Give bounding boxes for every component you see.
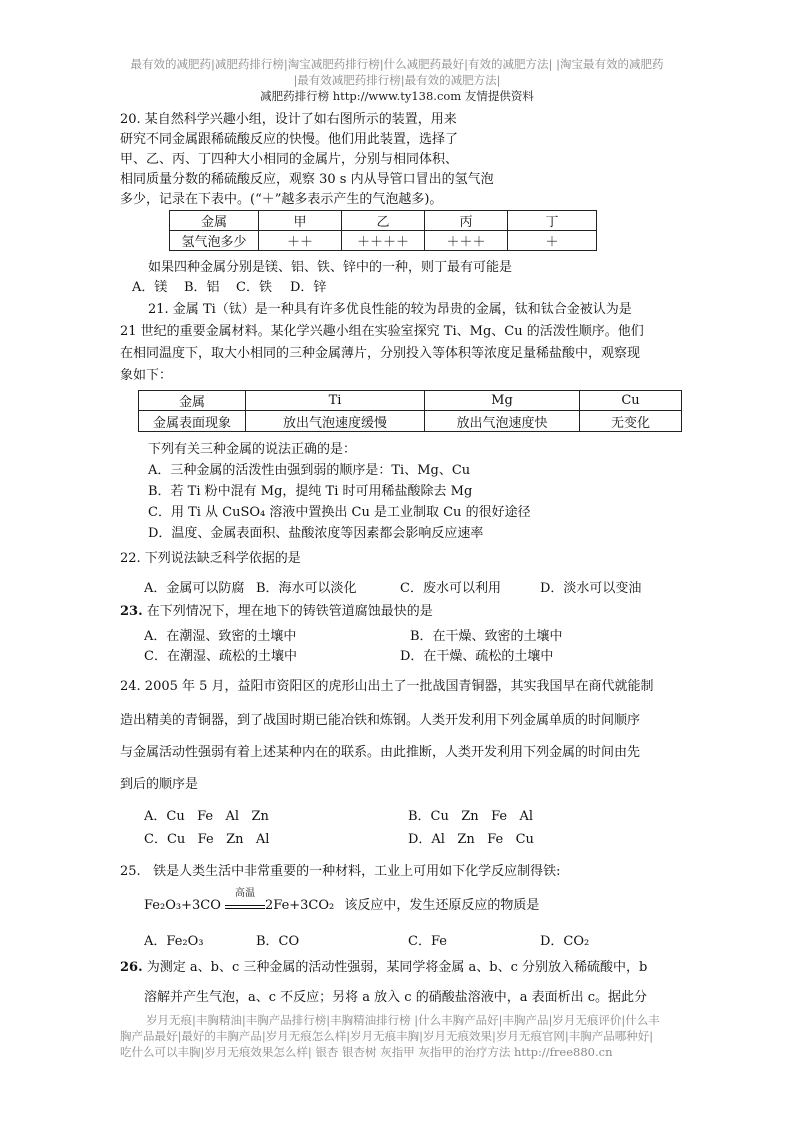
q20-line-2: 研究不同金属跟稀硫酸反应的快慢。他们用此装置，选择了 — [120, 132, 459, 147]
q23-number: 23. — [120, 604, 143, 619]
table-cell: ＋＋ — [259, 231, 342, 251]
footer-ad-line-1: 岁月无痕|丰胸精油|丰胸产品排行榜|丰胸精油排行榜 |什么丰胸产品好|丰胸产品|岁月无痕评价|什么丰 — [146, 1013, 660, 1027]
q24-option-c: C．Cu Fe Zn Al — [144, 832, 270, 847]
q24-line-3: 与金属活动性强弱有着上述某种内在的联系。由此推断，人类开发利用下列金属的时间由先 — [120, 745, 641, 760]
q21-option-d: D．温度、金属表面积、盐酸浓度等因素都会影响反应速率 — [148, 526, 484, 541]
q21-line-3: 在相同温度下，取大小相同的三种金属薄片，分别投入等体积等浓度足量稀盐酸中，观察现 — [120, 346, 641, 361]
q24-line-2: 造出精美的青铜器，到了战国时期已能冶铁和炼钢。人类开发利用下列金属单质的时间顺序 — [120, 713, 641, 728]
header-ad-line-2: |最有效减肥药排行榜|最有效的减肥方法| — [293, 73, 501, 87]
table-cell: 放出气泡速度快 — [425, 411, 580, 432]
reaction-condition-arrow — [225, 888, 265, 909]
table-header-cell: 乙 — [342, 211, 425, 231]
table-cell: 放出气泡速度缓慢 — [246, 411, 425, 432]
table-header-cell: Ti — [246, 391, 425, 411]
equation-products: 2Fe+3CO₂ — [265, 898, 335, 913]
q22-option-d: D．淡水可以变油 — [540, 581, 642, 596]
q25-option-b: B．CO — [256, 934, 300, 949]
q25-equation — [144, 888, 540, 913]
table-row — [170, 211, 597, 231]
table-header-cell: 丙 — [425, 211, 508, 231]
table-header-cell: Mg — [425, 391, 580, 411]
q22-option-c: C．废水可以利用 — [400, 581, 501, 596]
table-cell: 氢气泡多少 — [170, 231, 259, 251]
q25-option-a: A．Fe₂O₃ — [144, 934, 204, 949]
table-row — [139, 411, 682, 432]
q26-line-1: 为测定 a、b、c 三种金属的活动性强弱，某同学将金属 a、b、c 分别放入稀硫酸中，b — [142, 960, 648, 975]
q20-option-b: B．铝 — [184, 280, 220, 295]
q21-option-a: A．三种金属的活泼性由强到弱的顺序是：Ti、Mg、Cu — [148, 463, 471, 478]
table-cell: ＋＋＋＋ — [342, 231, 425, 251]
header-ad-line-1: 最有效的减肥药|减肥药排行榜|淘宝减肥药排行榜|什么减肥药最好|有效的减肥方法| |淘宝最有效的减肥药 — [130, 57, 664, 71]
q23-option-a: A．在潮湿、致密的土壤中 — [144, 629, 297, 644]
table-cell: 无变化 — [580, 411, 682, 432]
q24-option-b: B．Cu Zn Fe Al — [408, 809, 534, 824]
q20-option-a: A．镁 — [132, 280, 168, 295]
q21-line-2: 21 世纪的重要金属材料。某化学兴趣小组在实验室探究 Ti、Mg、Cu 的活泼性顺序。他们 — [120, 324, 644, 339]
q24-line-4: 到后的顺序是 — [120, 777, 199, 792]
q22-option-b: B．海水可以淡化 — [256, 581, 357, 596]
footer-ad-line-3: 吃什么可以丰胸|岁月无痕效果怎么样| 银杏 银杏树 灰指甲 灰指甲的治疗方法 http://free880.cn — [120, 1045, 613, 1059]
q23-option-b: B．在干燥、致密的土壤中 — [410, 629, 563, 644]
q25-question: 该反应中，发生还原反应的物质是 — [344, 898, 540, 913]
q22-stem: 22. 下列说法缺乏科学依据的是 — [120, 551, 301, 566]
q21-line-1: 21. 金属 Ti（钛）是一种具有许多优良性能的较为昂贵的金属，钛和钛合金被认为是 — [148, 302, 632, 317]
q20-question: 如果四种金属分别是镁、铝、铁、锌中的一种，则丁最有可能是 — [148, 260, 513, 275]
q24-option-d: D．Al Zn Fe Cu — [408, 832, 534, 847]
q25-option-c: C．Fe — [408, 934, 447, 949]
q24-option-a: A．Cu Fe Al Zn — [144, 809, 269, 824]
q25-option-d: D．CO₂ — [540, 934, 590, 949]
table-header-cell: 金属 — [139, 391, 246, 411]
table-row — [170, 231, 597, 251]
q21-line-4: 象如下： — [120, 368, 173, 383]
q24-line-1: 24. 2005 年 5 月，益阳市资阳区的虎形山出土了一批战国青铜器，其实我国早在商代就能制 — [120, 679, 654, 694]
equation-reactants: Fe₂O₃+3CO — [144, 898, 221, 913]
reaction-condition-label: 高温 — [235, 888, 255, 899]
q20-line-3: 甲、乙、丙、丁四种大小相同的金属片，分别与相同体积、 — [120, 152, 459, 167]
q26-number: 26. — [120, 960, 143, 975]
table-header-cell: Cu — [580, 391, 682, 411]
table-header-cell: 金属 — [170, 211, 259, 231]
table-header-cell: 丁 — [508, 211, 597, 231]
table-cell: ＋＋＋ — [425, 231, 508, 251]
table-cell: ＋ — [508, 231, 597, 251]
q21-table — [138, 390, 682, 432]
q21-option-c: C．用 Ti 从 CuSO₄ 溶液中置换出 Cu 是工业制取 Cu 的很好途径 — [148, 505, 531, 520]
table-row — [139, 391, 682, 411]
footer-ad-line-2: 胸产品最好|最好的丰胸产品|岁月无痕怎么样|岁月无痕丰胸|岁月无痕效果|岁月无痕官网|丰胸产品哪种好| — [120, 1029, 654, 1043]
q22-option-a: A．金属可以防腐 — [144, 581, 245, 596]
q21-option-b: B．若 Ti 粉中混有 Mg，提纯 Ti 时可用稀盐酸除去 Mg — [148, 484, 473, 499]
q25-stem: 25. 铁是人类生活中非常重要的一种材料，工业上可用如下化学反应制得铁: — [120, 864, 561, 879]
double-line-icon — [225, 905, 265, 909]
table-header-cell: 甲 — [259, 211, 342, 231]
q20-table — [169, 210, 597, 251]
q26-line-2: 溶解并产生气泡，a、c 不反应；另将 a 放入 c 的硝酸盐溶液中，a 表面析出 c。据此分 — [144, 990, 648, 1005]
table-cell: 金属表面现象 — [139, 411, 246, 432]
q21-question: 下列有关三种金属的说法正确的是： — [148, 442, 357, 457]
q20-line-5: 多少，记录在下表中。(“＋”越多表示产生的气泡越多)。 — [120, 192, 443, 207]
q23-option-c: C．在潮湿、疏松的土壤中 — [144, 649, 297, 664]
q20-option-d: D．锌 — [290, 280, 327, 295]
q20-option-c: C．铁 — [236, 280, 272, 295]
q23-stem: 在下列情况下，埋在地下的铸铁管道腐蚀最快的是 — [142, 604, 433, 619]
header-source-line: 减肥药排行榜 http://www.ty138.com 友情提供资料 — [260, 89, 534, 103]
q23-option-d: D．在干燥、疏松的土壤中 — [400, 649, 554, 664]
q20-line-4: 相同质量分数的稀硫酸反应，观察 30 s 内从导管口冒出的氢气泡 — [120, 172, 494, 187]
q20-line-1: 20. 某自然科学兴趣小组，设计了如右图所示的装置，用来 — [120, 112, 457, 127]
